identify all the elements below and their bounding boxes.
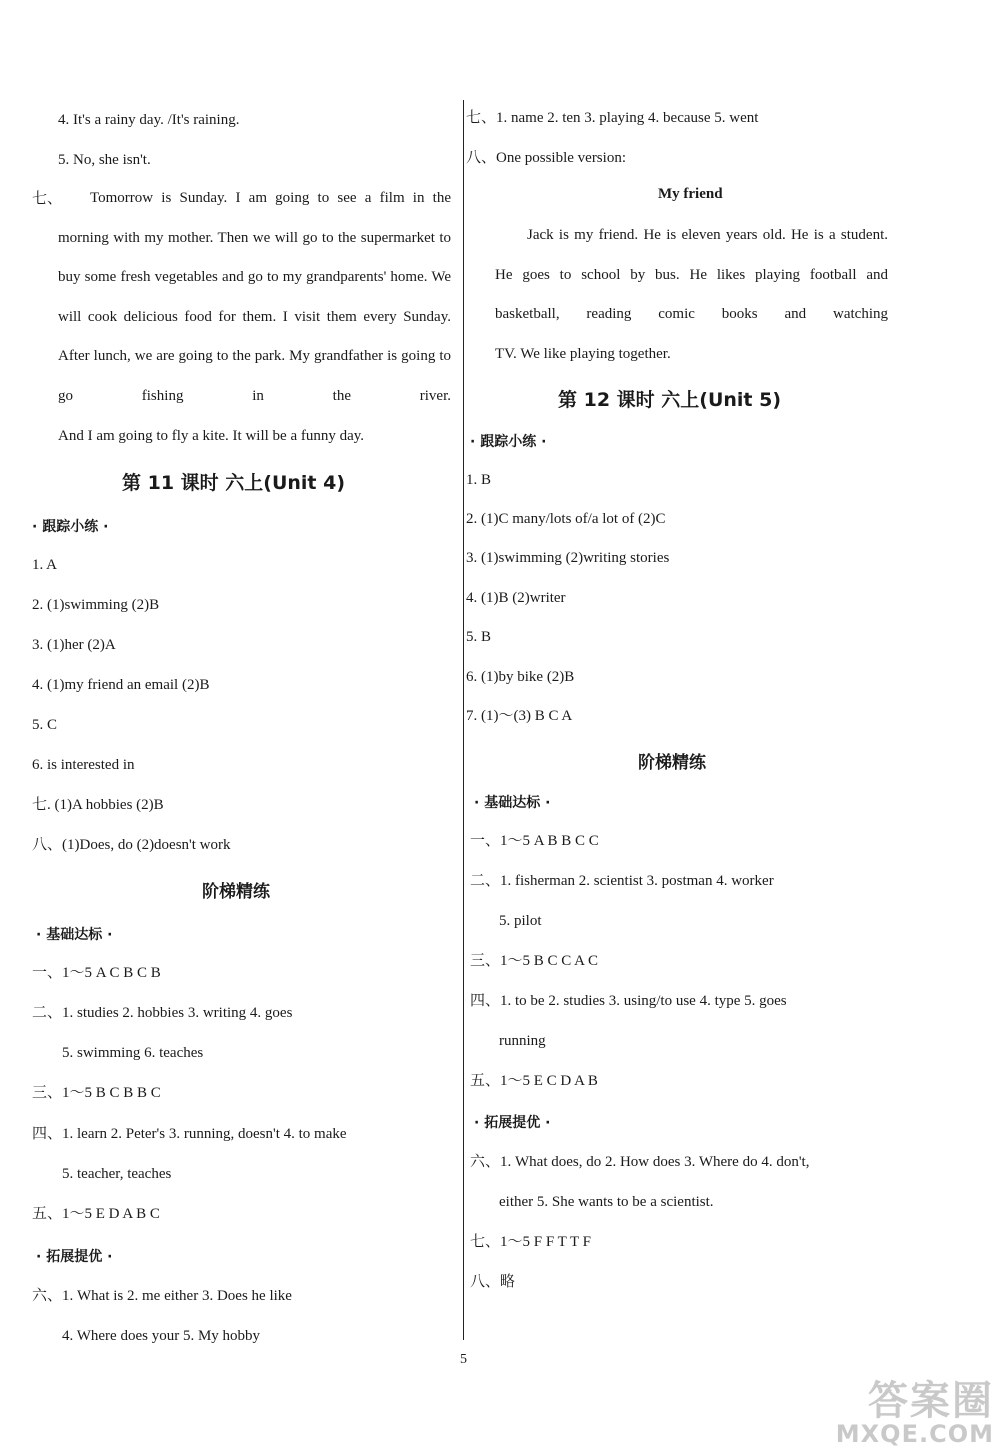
answer-line: 六、1. What is 2. me either 3. Does he like xyxy=(32,1288,292,1304)
section-heading: · 跟踪小练 · xyxy=(32,519,109,535)
watermark-logo xyxy=(836,1369,994,1448)
answer-line: 五、1～5 E D A B C xyxy=(32,1206,160,1222)
answer-line: 5. C xyxy=(32,717,58,733)
column-divider xyxy=(463,100,464,1340)
answer-line: 八、略 xyxy=(470,1274,516,1290)
answer-line: 一、1～5 A B B C C xyxy=(470,833,599,849)
answer-line: 4. (1)B (2)writer xyxy=(466,590,566,606)
composition-paragraph xyxy=(58,179,451,456)
watermark-url: MXQE.COM xyxy=(835,1420,994,1448)
lesson-title: 第 11 课时 六上(Unit 4) xyxy=(122,472,346,494)
answer-line: 5. pilot xyxy=(499,913,542,929)
answer-line: 二、1. studies 2. hobbies 3. writing 4. goes xyxy=(32,1005,293,1021)
answer-line: 4. Where does your 5. My hobby xyxy=(62,1328,261,1344)
answer-line: 1. B xyxy=(466,472,492,488)
answer-line: 5. swimming 6. teaches xyxy=(62,1045,204,1061)
answer-line: 二、1. fisherman 2. scientist 3. postman 4. worker xyxy=(470,873,774,889)
answer-line: running xyxy=(499,1033,546,1049)
section-heading: · 跟踪小练 · xyxy=(470,434,547,450)
section-heading: · 基础达标 · xyxy=(474,795,551,811)
answer-line: either 5. She wants to be a scientist. xyxy=(499,1194,714,1210)
essay-title: My friend xyxy=(658,186,723,202)
page-number: 5 xyxy=(460,1352,467,1367)
answer-line: 七. (1)A hobbies (2)B xyxy=(32,797,164,813)
section-heading: · 基础达标 · xyxy=(36,927,113,943)
answer-line: 5. B xyxy=(466,629,492,645)
answer-line: 一、1～5 A C B C B xyxy=(32,965,161,981)
answer-line: 3. (1)swimming (2)writing stories xyxy=(466,550,670,566)
essay-paragraph xyxy=(495,216,888,374)
answer-line: 三、1～5 B C B B C xyxy=(32,1085,161,1101)
answer-line: 6. is interested in xyxy=(32,757,135,773)
answer-line: 2. (1)swimming (2)B xyxy=(32,597,160,613)
answer-line: 八、(1)Does, do (2)doesn't work xyxy=(32,837,231,853)
answer-line: 五、1～5 E C D A B xyxy=(470,1073,598,1089)
essay-text: Jack is my friend. He is eleven years old. He is a student. He goes to school by bus. He likes playing football and basketball, reading comic books and watching xyxy=(495,227,888,323)
composition-last-line: And I am going to fly a kite. It will be a funny day. xyxy=(58,427,365,444)
answer-line: 5. teacher, teaches xyxy=(62,1166,172,1182)
answer-line: 三、1～5 B C C A C xyxy=(470,953,598,969)
answer-line: 4. (1)my friend an email (2)B xyxy=(32,677,210,693)
answer-line: 1. A xyxy=(32,557,58,573)
lesson-title: 第 12 课时 六上(Unit 5) xyxy=(558,389,782,411)
section-heading: · 拓展提优 · xyxy=(36,1249,113,1265)
answer-line: 3. (1)her (2)A xyxy=(32,637,116,653)
answer-line: 七、1～5 F F T T F xyxy=(470,1234,592,1250)
answer-line: 2. (1)C many/lots of/a lot of (2)C xyxy=(466,511,666,527)
watermark-text: 答案圈 xyxy=(868,1378,994,1424)
answer-line: 四、1. to be 2. studies 3. using/to use 4. type 5. goes xyxy=(470,993,787,1009)
answer-line: 6. (1)by bike (2)B xyxy=(466,669,575,685)
answer-line: 四、1. learn 2. Peter's 3. running, doesn't 4. to make xyxy=(32,1126,347,1142)
answer-line: 六、1. What does, do 2. How does 3. Where do 4. don't, xyxy=(470,1154,810,1170)
section-title: 阶梯精练 xyxy=(202,882,270,902)
answer-line: 4. It's a rainy day. /It's raining. xyxy=(58,112,240,128)
section-heading: · 拓展提优 · xyxy=(474,1115,551,1131)
composition-text: Tomorrow is Sunday. I am going to see a film in the morning with my mother. Then we will go to the supermarket to buy some fresh vegetables and go to my grandparents' home. We will cook delicious food for them. I visit them every Sunday. After lunch, we are going to the park. My grandfather is going to go fishing in the river. xyxy=(58,190,451,404)
answer-line: 八、One possible version: xyxy=(466,150,626,166)
essay-last-line: TV. We like playing together. xyxy=(495,345,671,362)
answer-line: 七、1. name 2. ten 3. playing 4. because 5. went xyxy=(466,110,759,126)
answer-line: 5. No, she isn't. xyxy=(58,152,151,168)
section-title: 阶梯精练 xyxy=(638,753,706,773)
question-number: 七、 xyxy=(32,191,63,207)
answer-line: 7. (1)～(3) B C A xyxy=(466,708,573,724)
